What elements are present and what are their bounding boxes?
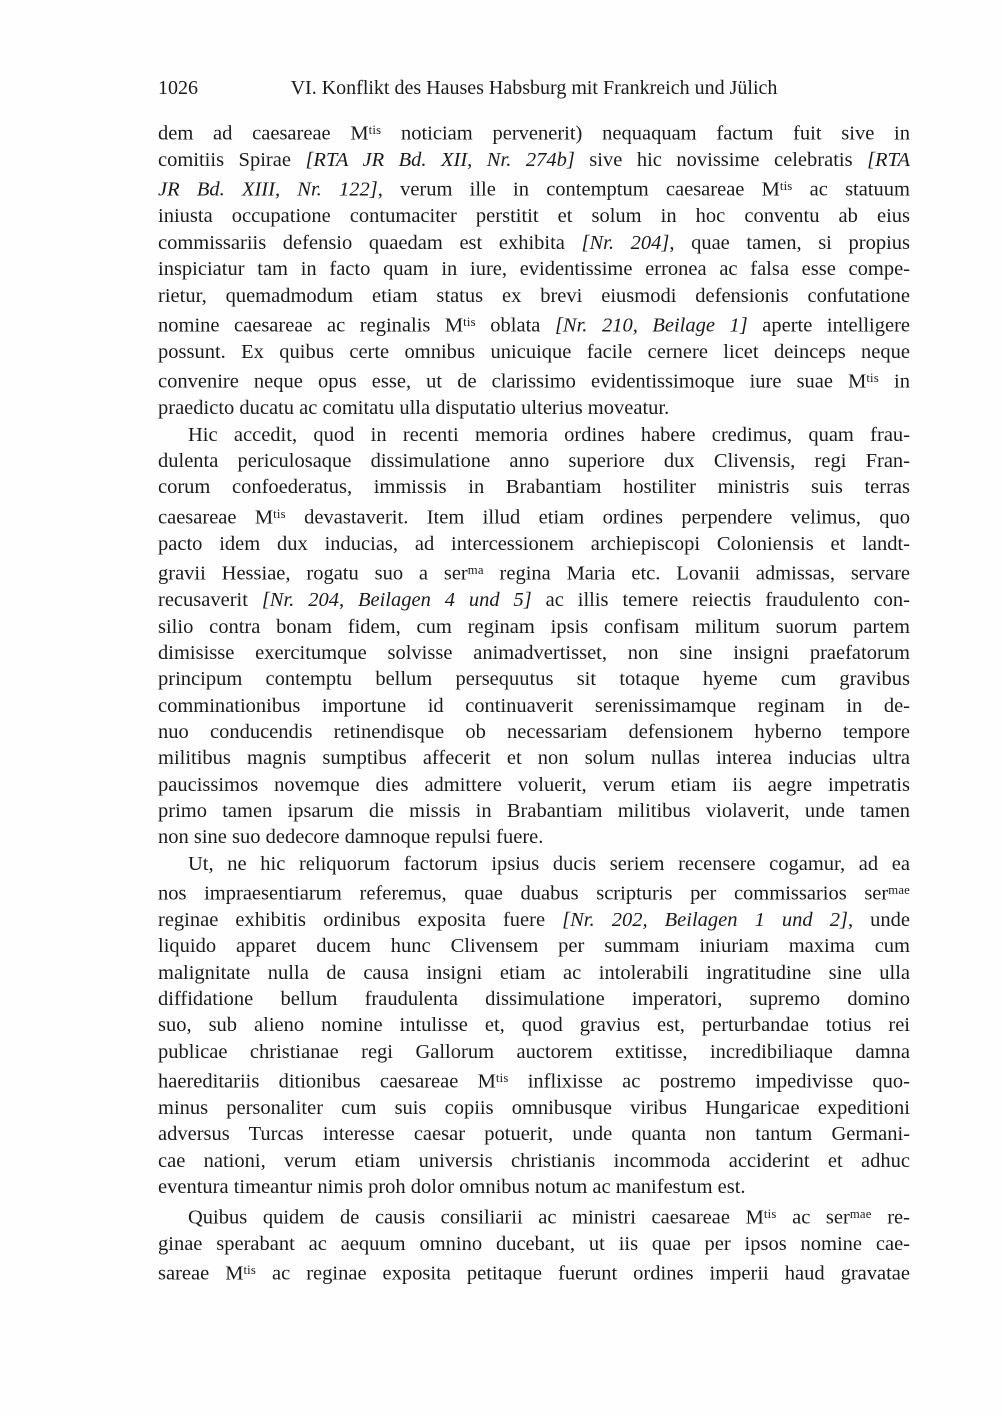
- text-line: [158, 474, 910, 500]
- text-segment: recusaverit: [158, 589, 262, 612]
- text-line: [158, 587, 910, 613]
- text-line: [158, 448, 910, 474]
- text-segment: Hic accedit, quod in recenti memoria ordines habere credimus, quam frau-: [188, 423, 910, 446]
- text-line: [158, 907, 910, 933]
- text-segment: re-: [871, 1206, 910, 1229]
- text-segment: diffidatione bellum fraudulenta dissimulatione imperatori, supremo domino: [158, 988, 910, 1011]
- superscript-abbreviation: tis: [463, 314, 476, 329]
- text-segment: malignitate nulla de causa insigni etiam ac intolerabili ingratitudine sine ulla: [158, 961, 910, 984]
- text-segment: pacto idem dux inducias, ad intercessionem archiepiscopi Coloniensis et landt-: [158, 532, 910, 555]
- citation-reference: [Nr. 204]: [581, 231, 670, 254]
- text-segment: , verum ille in contemptum caesareae M: [377, 179, 780, 202]
- text-line: [158, 173, 910, 203]
- text-line: [158, 745, 910, 771]
- text-segment: liquido apparet ducem hunc Clivensem per summam iniuriam maxima cum: [158, 935, 910, 958]
- text-line: [158, 1148, 910, 1174]
- text-line: [158, 772, 910, 798]
- text-segment: minus personaliter cum suis copiis omnibusque viribus Hungaricae expeditioni: [158, 1097, 910, 1120]
- text-line: [158, 719, 910, 745]
- superscript-abbreviation: mae: [849, 1206, 872, 1221]
- text-segment: eventura timeantur nimis proh dolor omnibus notum ac manifestum est.: [158, 1176, 746, 1199]
- text-segment: sive hic novissime celebratis: [574, 149, 868, 172]
- text-line: [158, 960, 910, 986]
- text-segment: comminationibus importune id continuaverit serenissimamque reginam in de-: [158, 694, 910, 717]
- text-segment: possunt. Ex quibus certe omnibus unicuique facile cernere licet deinceps neque: [158, 340, 910, 363]
- text-line: [158, 1039, 910, 1065]
- text-line: [158, 117, 910, 147]
- text-line: [158, 986, 910, 1012]
- text-segment: militibus magnis sumptibus affecerit et non solum nullas interea inducias ultra: [158, 747, 910, 770]
- text-line: [158, 557, 910, 587]
- text-segment: haereditariis ditionibus caesareae M: [158, 1070, 496, 1093]
- text-block: [158, 117, 910, 1287]
- text-segment: convenire neque opus esse, ut de clarissimo evidentissimoque iure suae M: [158, 370, 867, 393]
- text-line: [158, 422, 910, 448]
- text-line: [158, 614, 910, 640]
- superscript-abbreviation: tis: [368, 123, 382, 137]
- text-segment: inspiciatur tam in facto quam in iure, evidentissime erronea ac falsa esse compe-: [158, 258, 910, 281]
- text-segment: comitiis Spirae: [158, 149, 306, 172]
- text-segment: corum confoederatus, immissis in Brabantiam hostiliter ministris suis terras: [158, 476, 910, 499]
- text-segment: noticiam pervenerit) nequaquam factum fuit sive in: [381, 122, 910, 145]
- text-line: [158, 1231, 910, 1257]
- text-line: [158, 1065, 910, 1095]
- text-segment: reginae exhibitis ordinibus exposita fuere: [158, 909, 563, 931]
- text-segment: caesareae M: [158, 506, 274, 529]
- text-segment: Quibus quidem de causis consiliarii ac ministri caesareae M: [188, 1206, 764, 1229]
- citation-reference: [RTA JR Bd. XII, Nr. 274b]: [305, 149, 575, 172]
- text-line: [158, 666, 910, 692]
- text-segment: nuo conducendis retinendisque ob necessariam defensionem hyberno tempore: [158, 720, 910, 743]
- text-line: [158, 531, 910, 557]
- text-segment: principum contemptu bellum persequutus sit totaque hyeme cum gravibus: [158, 668, 910, 691]
- text-line: [158, 283, 910, 309]
- text-segment: , quae tamen, si propius: [669, 231, 910, 254]
- text-line: [158, 1121, 910, 1147]
- text-segment: ac statuum: [792, 179, 910, 202]
- text-segment: gravii Hessiae, rogatu suo a ser: [158, 562, 468, 585]
- superscript-abbreviation: mae: [888, 882, 910, 897]
- superscript-abbreviation: tis: [273, 506, 286, 521]
- text-line: [158, 933, 910, 959]
- text-segment: non sine suo dedecore damnoque repulsi fuere.: [158, 826, 544, 849]
- text-segment: regina Maria etc. Lovanii admissas, servare: [483, 562, 910, 585]
- text-line: [158, 339, 910, 365]
- text-segment: suo, sub alieno nomine intulisse et, quod gravius est, perturbandae totius rei: [158, 1014, 910, 1037]
- superscript-abbreviation: tis: [779, 179, 793, 194]
- citation-reference: JR Bd. XIII, Nr. 122]: [158, 179, 378, 202]
- text-segment: primo tamen ipsarum die missis in Brabantiam militibus violaverit, unde tamen: [158, 799, 910, 822]
- text-segment: dulenta periculosaque dissimulatione anno superiore dux Clivensis, regi Fran-: [158, 450, 910, 472]
- text-segment: commissariis defensio quaedam est exhibita: [158, 231, 582, 254]
- text-segment: ac illis temere reiectis fraudulento con-: [531, 589, 911, 612]
- text-segment: silio contra bonam fidem, cum reginam ipsis confisam militum suorum partem: [158, 615, 910, 638]
- text-segment: , unde: [847, 909, 910, 931]
- text-segment: rietur, quemadmodum etiam status ex brevi eiusmodi defensionis confutatione: [158, 284, 910, 307]
- text-line: [158, 365, 910, 395]
- superscript-abbreviation: tis: [866, 371, 879, 386]
- superscript-abbreviation: tis: [495, 1071, 509, 1086]
- text-line: [158, 640, 910, 666]
- text-line: [158, 824, 910, 850]
- text-segment: cae nationi, verum etiam universis christianis incommoda acciderint et adhuc: [158, 1149, 910, 1172]
- text-line: [158, 1012, 910, 1038]
- text-segment: inflixisse ac postremo impedivisse quo-: [508, 1070, 910, 1093]
- superscript-abbreviation: tis: [763, 1206, 777, 1221]
- text-segment: Ut, ne hic reliquorum factorum ipsius ducis seriem recensere cogamur, ad ea: [188, 852, 910, 875]
- text-segment: nomine caesareae ac reginalis M: [158, 314, 464, 337]
- text-line: [158, 147, 910, 173]
- text-segment: nos impraesentiarum referemus, quae duabus scripturis per commissarios ser: [158, 882, 889, 905]
- text-segment: adversus Turcas interesse caesar potuerit, unde quanta non tantum Germani-: [158, 1123, 910, 1146]
- text-segment: praedicto ducatu ac comitatu ulla disputatio ulterius moveatur.: [158, 397, 670, 420]
- text-line: [158, 877, 910, 907]
- page-number: 1026: [158, 77, 198, 99]
- citation-reference: [Nr. 202, Beilagen 1 und 2]: [562, 909, 848, 931]
- text-line: [158, 1201, 910, 1231]
- superscript-abbreviation: ma: [467, 563, 484, 578]
- text-line: [158, 1095, 910, 1121]
- text-segment: ac ser: [776, 1206, 850, 1229]
- text-segment: dimisisse exercitumque solvisse animadvertisset, non sine insigni praefatorum: [158, 641, 910, 664]
- text-segment: in: [878, 370, 910, 393]
- text-line: [158, 395, 910, 421]
- text-line: [158, 693, 910, 719]
- citation-reference: [RTA: [867, 149, 910, 172]
- text-line: [158, 309, 910, 339]
- citation-reference: [Nr. 204, Beilagen 4 und 5]: [261, 589, 532, 612]
- text-line: [158, 501, 910, 531]
- text-segment: ac reginae exposita petitaque fuerunt ordines imperii haud gravatae: [256, 1262, 910, 1285]
- text-segment: oblata: [475, 314, 555, 337]
- text-segment: iniusta occupatione contumaciter perstitit et solum in hoc conventu ab eius: [158, 205, 910, 228]
- text-segment: sareae M: [158, 1262, 244, 1285]
- text-segment: paucissimos novemque dies admittere voluerit, verum etiam iis aegre impetratis: [158, 773, 910, 796]
- citation-reference: [Nr. 210, Beilage 1]: [554, 314, 748, 337]
- page-header: [158, 75, 910, 102]
- text-segment: publicae christianae regi Gallorum auctorem extitisse, incredibiliaque damna: [158, 1040, 910, 1063]
- text-segment: devastaverit. Item illud etiam ordines perpendere velimus, quo: [285, 506, 910, 529]
- text-line: [158, 256, 910, 282]
- text-segment: aperte intelligere: [747, 314, 910, 337]
- text-line: [158, 1174, 910, 1200]
- running-head: VI. Konflikt des Hauses Habsburg mit Frankreich und Jülich: [290, 77, 778, 99]
- superscript-abbreviation: tis: [243, 1262, 257, 1277]
- text-segment: dem ad caesareae M: [158, 122, 369, 145]
- text-line: [158, 203, 910, 229]
- text-segment: ginae sperabant ac aequum omnino ducebant, ut iis quae per ipsos nomine cae-: [158, 1232, 910, 1255]
- text-line: [158, 851, 910, 877]
- text-line: [158, 1257, 910, 1287]
- text-line: [158, 230, 910, 256]
- text-line: [158, 798, 910, 824]
